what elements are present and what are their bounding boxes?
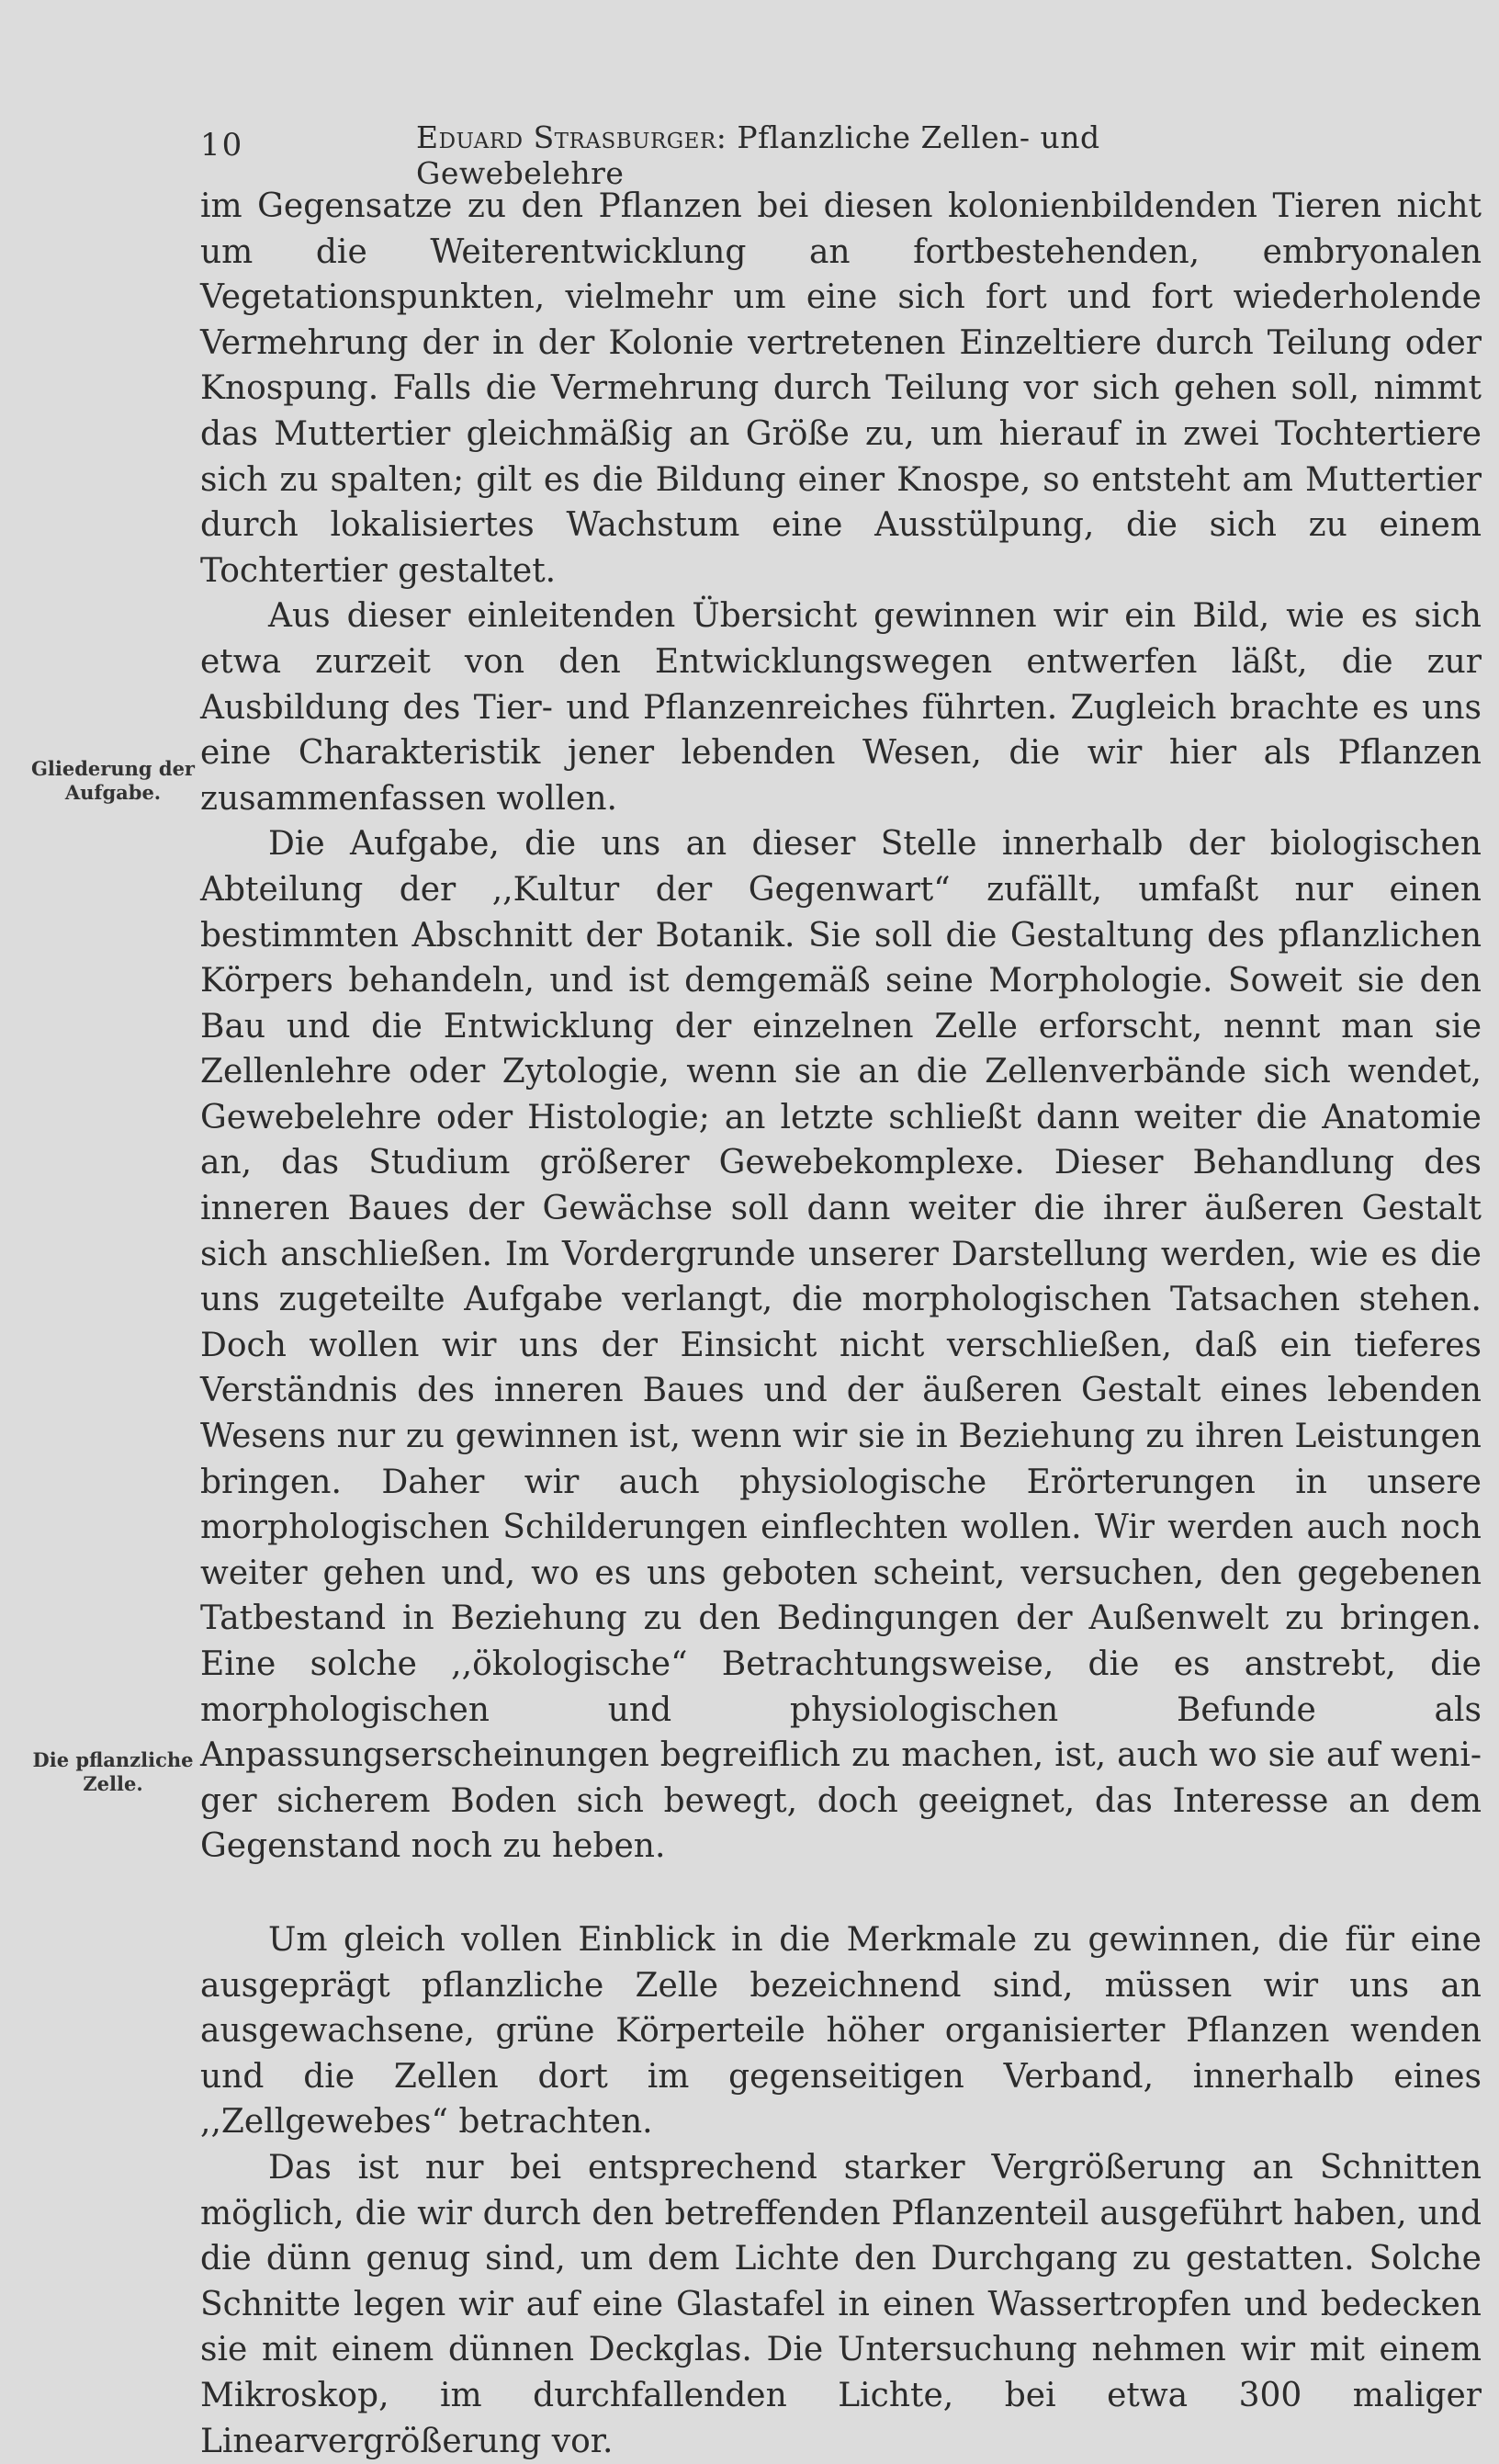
paragraph-2: Aus dieser einleitenden Übersicht gewinnen wir ein Bild, wie es sich etwa zurzeit von den Entwicklungswegen entwerfen läßt, die zur Ausbildung des Tier- und Pflanzenreiches führten. Zugleich brachte es uns eine Charakteristik jener lebenden Wesen, die wir hier als Pflanzen zusammenfassen wollen. [200, 597, 1482, 818]
margin-note-line: Die pflanzliche [32, 1748, 194, 1771]
title-separator: : [716, 119, 738, 155]
margin-note-gliederung [26, 757, 200, 805]
running-title [416, 119, 1257, 191]
margin-note-line: Zelle. [83, 1772, 143, 1795]
margin-note-line: Gliederung der [31, 757, 195, 780]
paragraph-4: Um gleich vollen Einblick in die Merkmale zu gewinnen, die für eine ausgeprägt pflanzliche Zelle bezeichnend sind, müssen wir uns an ausgewachsene, grüne Körperteile höher organisierter Pflanzen wenden und die Zellen dort im gegenseitigen Verband, innerhalb eines ,,Zellgewebes“ betrachten. [200, 1920, 1482, 2142]
body-text [200, 184, 1482, 2464]
paragraph-1: im Gegensatze zu den Pflanzen bei diesen kolonienbildenden Tieren nicht um die Weiterentwicklung an fortbestehenden, embryonalen Vegetationspunkten, vielmehr um eine sich fort und fort wiederholende Vermehrung der in der Kolonie vertretenen Einzeltiere durch Teilung oder Knospung. Falls die Vermehrung durch Teilung vor sich gehen soll, nimmt das Muttertier gleichmäßig an Größe zu, um hierauf in zwei Tochtertiere sich zu spalten; gilt es die Bildung einer Knospe, so entsteht am Muttertier durch lokalisiertes Wachstum eine Ausstülpung, die sich zu einem Tochtertier gestaltet. [200, 187, 1482, 590]
margin-note-zelle [26, 1748, 200, 1796]
author-name: Eduard Strasburger [416, 119, 716, 155]
page-number: 10 [200, 127, 244, 164]
paragraph-5: Das ist nur bei entsprechend starker Vergrößerung an Schnitten möglich, die wir durch den betreffenden Pflanzenteil ausgeführt haben, und die dünn genug sind, um dem Lichte den Durchgang zu gestatten. Solche Schnitte legen wir auf eine Glastafel in einen Wassertropfen und bedecken sie mit einem dünnen Deckglas. Die Untersuchung nehmen wir mit einem Mikroskop, im durchfallenden Lichte, bei etwa 300 maliger Linearvergrößerung vor. [200, 2148, 1482, 2460]
paragraph-3: Die Aufgabe, die uns an dieser Stelle innerhalb der biologischen Abteilung der ,,Kultur der Gegenwart“ zufällt, umfaßt nur einen bestimmten Abschnitt der Botanik. Sie soll die Gestaltung des pflanzlichen Körpers behandeln, und ist demgemäß seine Morphologie. Soweit sie den Bau und die Entwicklung der einzelnen Zelle erforscht, nennt man sie Zellenlehre oder Zytologie, wenn sie an die Zellenverbände sich wendet, Gewebelehre oder Histologie; an letzte schließt dann weiter die Anatomie an, das Studium größerer Gewebekomplexe. Dieser Behandlung des inneren Baues der Gewächse soll dann weiter die ihrer äußeren Gestalt sich anschließen. Im Vordergrunde unserer Darstellung werden, wie es die uns zugeteilte Aufgabe verlangt, die morphologischen Tatsachen stehen. Doch wollen wir uns der Einsicht nicht verschließen, daß ein tieferes Verständnis des inneren Baues und der äußeren Gestalt eines lebenden Wesens nur zu gewinnen ist, wenn wir sie in Beziehung zu ihren Leistungen bringen. Daher wir auch physiologische Erörterungen in unsere morphologischen Schilderungen einflechten wollen. Wir werden auch noch weiter gehen und, wo es uns geboten scheint, versuchen, den gegebenen Tatbestand in Beziehung zu den Bedingungen der Außenwelt zu bringen. Eine solche ,,ökologische“ Betrachtungsweise, die es anstrebt, die morphologischen und physiologischen Befunde als Anpassungserscheinungen begreiflich zu machen, ist, auch wo sie auf weniger sicherem Boden sich bewegt, doch geeignet, das Interesse an dem Gegenstand noch zu heben. [200, 825, 1482, 1866]
book-title: Pflanzliche Zellen- und Gewebelehre [416, 119, 1100, 191]
page-header [200, 110, 1257, 191]
margin-note-line: Aufgabe. [64, 781, 162, 804]
